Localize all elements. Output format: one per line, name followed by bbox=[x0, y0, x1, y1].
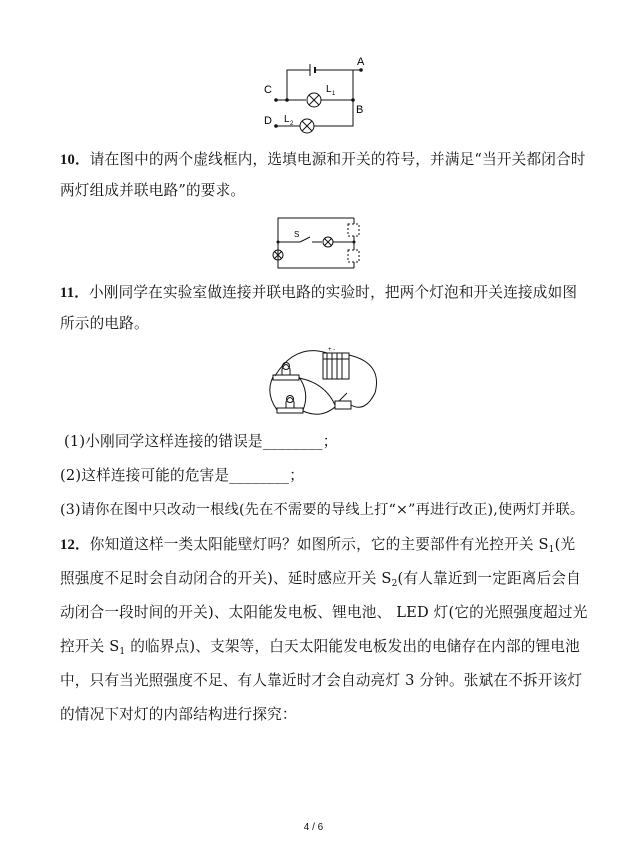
q11-sub1-suffix: ； bbox=[322, 433, 338, 450]
q11-line1 bbox=[60, 283, 577, 303]
physical-circuit-figure bbox=[265, 343, 385, 423]
q12-text-4b: 的临界点)、支架等，白天太阳能发电板发出的电储存在内部的锂电池 bbox=[125, 638, 580, 655]
page-number: 4 / 6 bbox=[303, 822, 324, 833]
q12-text-2b: (有人靠近到一定距离后会自 bbox=[397, 570, 581, 587]
q12-text-1a: 你知道这样一类太阳能壁灯吗？如图所示，它的主要部件有光控开关 S bbox=[89, 536, 549, 553]
switch-s-label: S bbox=[294, 230, 300, 239]
label-a: A bbox=[357, 56, 365, 68]
q11-sub2-text: (2)这样连接可能的危害是 bbox=[60, 467, 230, 484]
q12-line4 bbox=[60, 637, 580, 662]
q10-text-2: 两灯组成并联电路”的要求。 bbox=[60, 182, 246, 199]
q12-text-6: 的情况下对灯的内部结构进行探究： bbox=[60, 706, 297, 723]
q11-sub1-blank: ________ bbox=[262, 433, 323, 450]
label-c: C bbox=[264, 84, 272, 96]
label-d: D bbox=[264, 115, 272, 127]
q11-line2 bbox=[60, 314, 149, 334]
q11-text-1: 小刚同学在实验室做连接并联电路的实验时，把两个灯泡和开关连接成如图 bbox=[88, 284, 578, 301]
q12-text-5: 中，只有当光照强度不足、有人靠近时才会自动亮灯 3 分钟。张斌在不拆开该灯 bbox=[60, 672, 583, 689]
circuit-figure-abcd bbox=[258, 56, 370, 142]
q12-text-2a: 照强度不足时会自动闭合的开关)、延时感应开关 S bbox=[60, 570, 392, 587]
q10-number: 10． bbox=[60, 152, 90, 168]
q11-sub3 bbox=[60, 500, 584, 520]
q10-text-1: 请在图中的两个虚线框内，选填电源和开关的符号，并满足“当开关都闭合时 bbox=[89, 151, 586, 168]
q11-sub2 bbox=[60, 466, 304, 486]
q12-sub-1: 1 bbox=[548, 545, 555, 555]
q12-line6 bbox=[60, 705, 297, 725]
q12-sub-2: 2 bbox=[391, 579, 398, 589]
q11-sub1-text: (1)小刚同学这样连接的错误是 bbox=[64, 433, 263, 450]
battery-polarity-label: + - bbox=[328, 347, 336, 353]
label-b: B bbox=[356, 104, 364, 116]
q11-number: 11． bbox=[60, 285, 89, 301]
q11-text-2: 所示的电路。 bbox=[60, 315, 149, 332]
q11-sub2-blank: ________ bbox=[229, 467, 290, 484]
q10-line2 bbox=[60, 181, 245, 201]
q12-line3 bbox=[60, 603, 588, 623]
label-l1-sub: 1 bbox=[332, 91, 336, 97]
label-l1: L bbox=[326, 84, 332, 95]
q11-sub3-text: (3)请你在图中只改动一根线(先在不需要的导线上打“×”再进行改正),使两灯并联。 bbox=[60, 502, 585, 518]
q12-number: 12． bbox=[60, 537, 90, 553]
label-l2-sub: 2 bbox=[290, 121, 294, 127]
q12-line5 bbox=[60, 671, 582, 691]
q10-line1 bbox=[60, 150, 586, 170]
q12-line1 bbox=[60, 535, 575, 560]
label-l2: L bbox=[284, 114, 290, 125]
q12-text-1b: (光 bbox=[554, 536, 576, 553]
q11-sub1 bbox=[64, 432, 338, 452]
q11-sub2-suffix: ； bbox=[289, 467, 304, 484]
q12-line2 bbox=[60, 569, 581, 594]
q12-text-3: 动闭合一段时间的开关)、太阳能发电板、锂电池、 LED 灯(它的光照强度超过光 bbox=[60, 604, 588, 621]
circuit-figure-dashed-boxes bbox=[266, 210, 366, 274]
q12-sub-4: 1 bbox=[119, 647, 126, 657]
q12-text-4a: 控开关 S bbox=[60, 638, 120, 655]
